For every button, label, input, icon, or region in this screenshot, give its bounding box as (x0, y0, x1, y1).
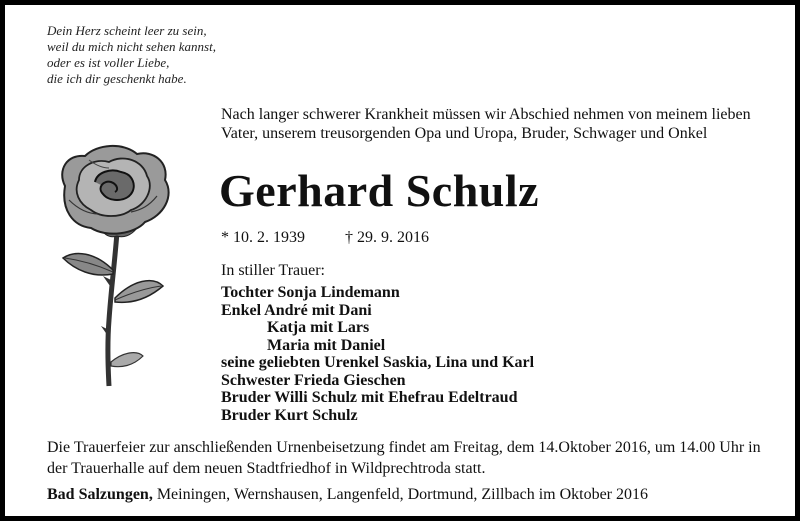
poem-line: die ich dir geschenkt habe. (47, 71, 187, 86)
rose-illustration (45, 140, 195, 390)
places-line (47, 485, 648, 504)
mourner-line: Bruder Kurt Schulz (221, 406, 358, 424)
mourner-line: Bruder Willi Schulz mit Ehefrau Edeltraud (221, 389, 518, 406)
intro-text: Nach langer schwerer Krankheit müssen wir Abschied nehmen von meinem lieben Vater, unserem treusorgenden Opa und Uropa, Bruder, Schwager und Onkel (221, 106, 751, 142)
mourner-line: Schwester Frieda Gieschen (221, 371, 406, 389)
poem-line: Dein Herz scheint leer zu sein, (47, 23, 207, 38)
places-rest: Meiningen, Wernshausen, Langenfeld, Dortmund, Zillbach im Oktober 2016 (152, 486, 649, 503)
mourner-line: Maria mit Daniel (267, 336, 386, 354)
birth-date: * 10. 2. 1939 (221, 229, 305, 246)
deceased-name: Gerhard Schulz (219, 165, 540, 216)
mourner-line: Tochter Sonja Lindemann (221, 284, 400, 301)
life-dates (221, 228, 429, 247)
mourner-line: Enkel André mit Dani (221, 301, 372, 319)
places-bold: Bad Salzungen, (47, 486, 153, 503)
mourning-label: In stiller Trauer: (221, 262, 325, 279)
funeral-notice: Die Trauerfeier zur anschließenden Urnenbeisetzung findet am Freitag, dem 14.Oktober 2016, um 14.00 Uhr in der Trauerhalle auf dem neuen Stadtfriedhof in Wildprechtroda statt. (47, 439, 761, 477)
poem (47, 23, 216, 87)
mourners-list (221, 284, 534, 424)
poem-line: weil du mich nicht sehen kannst, (47, 39, 216, 54)
poem-line: oder es ist voller Liebe, (47, 55, 170, 70)
obituary-card (5, 5, 795, 516)
mourner-line: seine geliebten Urenkel Saskia, Lina und Karl (221, 354, 535, 371)
death-date: † 29. 9. 2016 (345, 229, 429, 246)
mourner-line: Katja mit Lars (267, 319, 370, 336)
